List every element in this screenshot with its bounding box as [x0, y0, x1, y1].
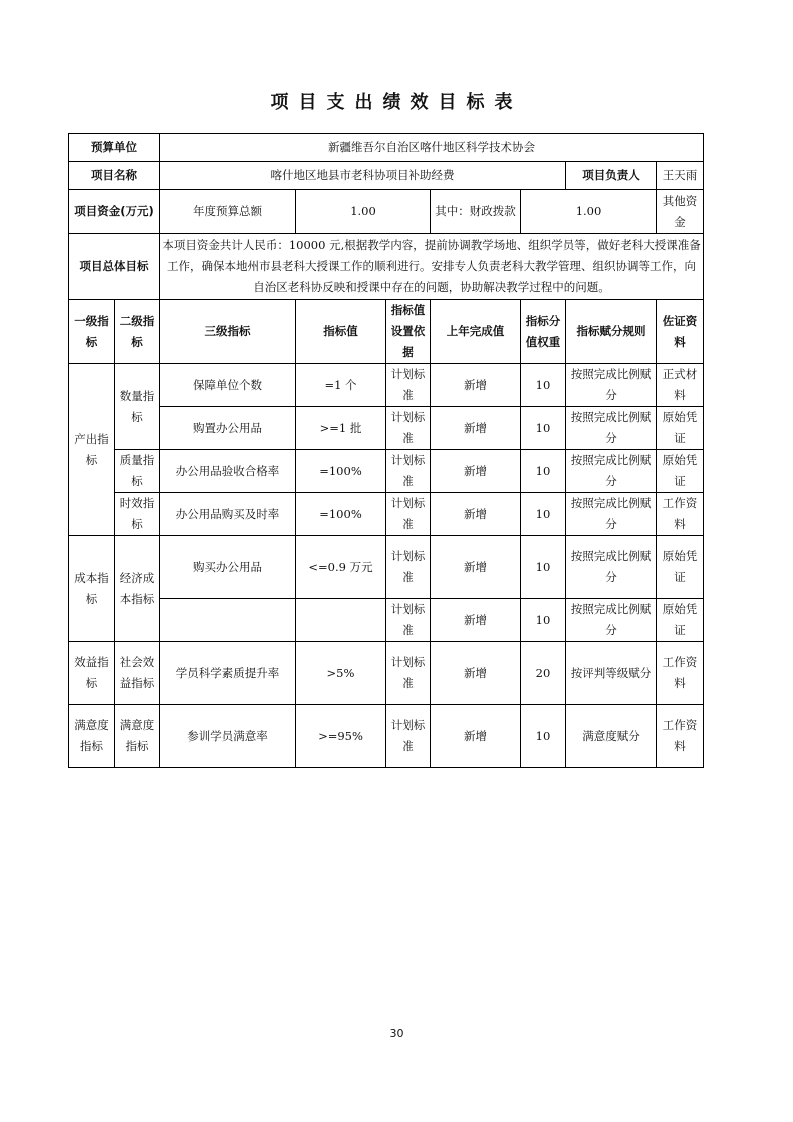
project-row — [69, 162, 704, 190]
indicator-value: >5% — [296, 642, 386, 705]
indicator-weight: 10 — [521, 493, 566, 536]
fiscal-value: 1.00 — [521, 190, 657, 234]
subgroup-quantity: 数量指标 — [115, 364, 160, 450]
indicator-name: 参训学员满意率 — [160, 705, 296, 768]
indicator-last-year: 新增 — [431, 642, 521, 705]
indicator-name: 学员科学素质提升率 — [160, 642, 296, 705]
performance-table — [68, 133, 704, 768]
indicator-value — [296, 599, 386, 642]
funding-row — [69, 190, 704, 234]
indicator-evidence: 原始凭证 — [657, 450, 704, 493]
unit-row — [69, 134, 704, 162]
indicator-last-year: 新增 — [431, 364, 521, 407]
indicator-name — [160, 599, 296, 642]
indicator-basis: 计划标准 — [386, 493, 431, 536]
indicator-evidence: 工作资料 — [657, 493, 704, 536]
annual-budget-value: 1.00 — [296, 190, 431, 234]
indicator-value: =100% — [296, 450, 386, 493]
subgroup-quality: 质量指标 — [115, 450, 160, 493]
table-row — [69, 364, 704, 407]
subgroup-economic: 经济成本指标 — [115, 536, 160, 642]
indicator-rule: 按照完成比例赋分 — [566, 493, 657, 536]
indicator-weight: 10 — [521, 407, 566, 450]
project-name-label: 项目名称 — [69, 162, 160, 190]
indicator-weight: 10 — [521, 364, 566, 407]
table-row — [69, 599, 704, 642]
page-title: 项目支出绩效目标表 — [270, 92, 523, 113]
manager-value: 王天雨 — [657, 162, 704, 190]
indicator-weight: 10 — [521, 536, 566, 599]
project-name-value: 喀什地区地县市老科协项目补助经费 — [160, 162, 566, 190]
header-level2: 二级指标 — [115, 300, 160, 364]
header-weight: 指标分值权重 — [521, 300, 566, 364]
indicator-name: 购置办公用品 — [160, 407, 296, 450]
header-rule: 指标赋分规则 — [566, 300, 657, 364]
indicator-last-year: 新增 — [431, 536, 521, 599]
indicator-basis: 计划标准 — [386, 705, 431, 768]
indicator-evidence: 原始凭证 — [657, 407, 704, 450]
objective-row — [69, 234, 704, 300]
group-satisfaction: 满意度指标 — [69, 705, 115, 768]
indicator-value: =100% — [296, 493, 386, 536]
indicator-value: >=1 批 — [296, 407, 386, 450]
indicator-basis: 计划标准 — [386, 536, 431, 599]
indicator-weight: 10 — [521, 450, 566, 493]
indicator-basis: 计划标准 — [386, 450, 431, 493]
indicator-basis: 计划标准 — [386, 599, 431, 642]
indicator-weight: 10 — [521, 705, 566, 768]
objective-text: 本项目资金共计人民币：10000 元,根据教学内容，提前协调教学场地、组织学员等，做好老科大授课准备工作，确保本地州市县老科大授课工作的顺利进行。安排专人负责老科大教学管理、组织协调等工作，向自治区老科协反映和授课中存在的问题，协助解决教学过程中的问题。 — [160, 234, 704, 300]
indicator-value: >=95% — [296, 705, 386, 768]
funding-label: 项目资金(万元) — [69, 190, 160, 234]
manager-label: 项目负责人 — [566, 162, 657, 190]
header-evidence: 佐证资料 — [657, 300, 704, 364]
indicator-value: =1 个 — [296, 364, 386, 407]
indicator-name: 办公用品验收合格率 — [160, 450, 296, 493]
indicator-last-year: 新增 — [431, 407, 521, 450]
indicator-rule: 按照完成比例赋分 — [566, 536, 657, 599]
fiscal-label: 其中：财政拨款 — [431, 190, 521, 234]
indicator-value: <=0.9 万元 — [296, 536, 386, 599]
indicator-name: 办公用品购买及时率 — [160, 493, 296, 536]
group-cost: 成本指标 — [69, 536, 115, 642]
subgroup-timeliness: 时效指标 — [115, 493, 160, 536]
indicator-evidence: 正式材料 — [657, 364, 704, 407]
indicator-basis: 计划标准 — [386, 364, 431, 407]
group-output: 产出指标 — [69, 364, 115, 536]
indicator-weight: 20 — [521, 642, 566, 705]
indicator-last-year: 新增 — [431, 450, 521, 493]
indicator-last-year: 新增 — [431, 705, 521, 768]
indicator-basis: 计划标准 — [386, 642, 431, 705]
indicator-name: 购买办公用品 — [160, 536, 296, 599]
indicator-name: 保障单位个数 — [160, 364, 296, 407]
header-basis: 指标值设置依据 — [386, 300, 431, 364]
indicator-last-year: 新增 — [431, 493, 521, 536]
annual-budget-label: 年度预算总额 — [160, 190, 296, 234]
indicator-last-year: 新增 — [431, 599, 521, 642]
table-row — [69, 450, 704, 493]
indicator-rule: 满意度赋分 — [566, 705, 657, 768]
table-row — [69, 536, 704, 599]
subgroup-satisfaction: 满意度指标 — [115, 705, 160, 768]
indicator-evidence: 工作资料 — [657, 705, 704, 768]
unit-label: 预算单位 — [69, 134, 160, 162]
group-benefit: 效益指标 — [69, 642, 115, 705]
other-funds-label: 其他资金 — [657, 190, 704, 234]
indicator-evidence: 工作资料 — [657, 642, 704, 705]
indicator-rule: 按照完成比例赋分 — [566, 407, 657, 450]
indicator-rule: 按照完成比例赋分 — [566, 599, 657, 642]
indicator-evidence: 原始凭证 — [657, 536, 704, 599]
table-row — [69, 407, 704, 450]
indicator-evidence: 原始凭证 — [657, 599, 704, 642]
header-level3: 三级指标 — [160, 300, 296, 364]
header-level1: 一级指标 — [69, 300, 115, 364]
table-row — [69, 642, 704, 705]
indicator-rule: 按照完成比例赋分 — [566, 364, 657, 407]
subgroup-social: 社会效益指标 — [115, 642, 160, 705]
table-row — [69, 705, 704, 768]
objective-label: 项目总体目标 — [69, 234, 160, 300]
header-last-year: 上年完成值 — [431, 300, 521, 364]
indicator-rule: 按评判等级赋分 — [566, 642, 657, 705]
page-number: 30 — [389, 1027, 404, 1040]
header-value: 指标值 — [296, 300, 386, 364]
unit-value: 新疆维吾尔自治区喀什地区科学技术协会 — [160, 134, 704, 162]
table-row — [69, 493, 704, 536]
indicator-rule: 按照完成比例赋分 — [566, 450, 657, 493]
indicator-basis: 计划标准 — [386, 407, 431, 450]
indicator-weight: 10 — [521, 599, 566, 642]
indicator-header-row — [69, 300, 704, 364]
